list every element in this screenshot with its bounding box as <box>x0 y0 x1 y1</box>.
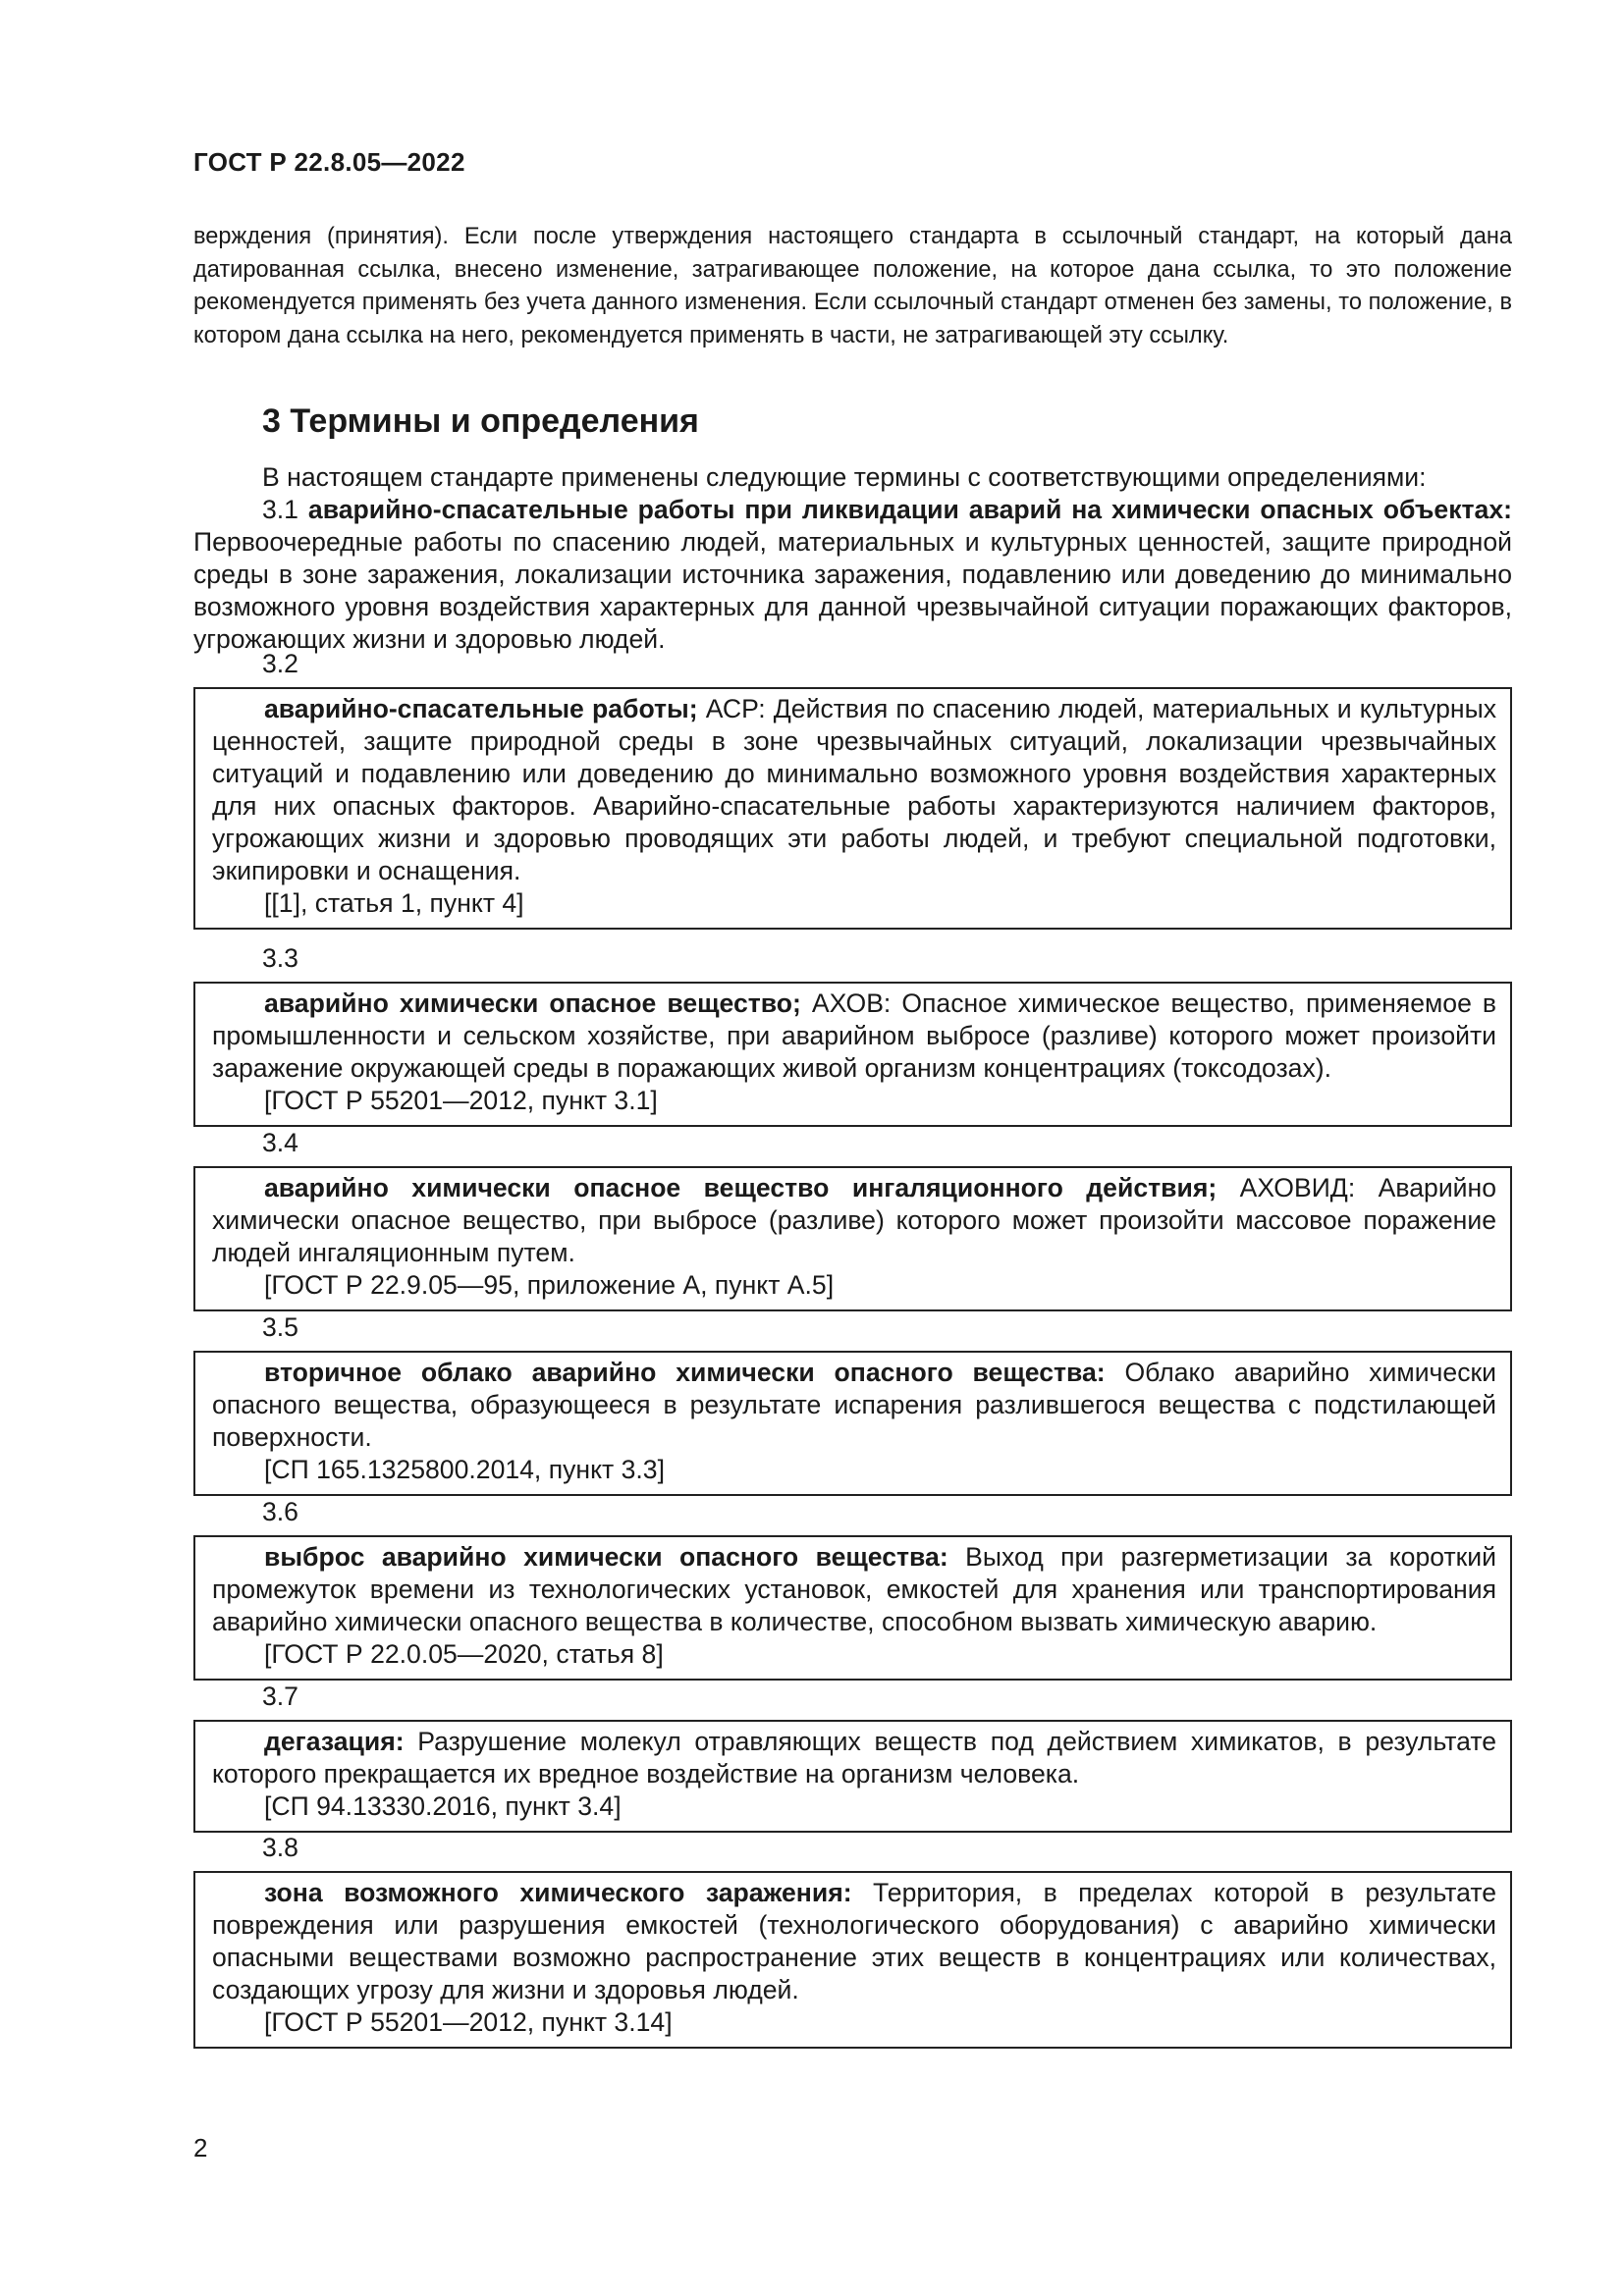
term-source: [ГОСТ Р 55201—2012, пункт 3.14] <box>264 2007 673 2037</box>
term-number: 3.3 <box>262 943 298 973</box>
term-definition <box>212 988 1496 1085</box>
term-source: [СП 165.1325800.2014, пункт 3.3] <box>264 1455 665 1484</box>
term-text: Облако аварийно химически опасного вещества, образующееся в результате испарения разлившегося вещества с подстилающей поверхности. <box>212 1358 1496 1452</box>
term-box <box>193 1535 1512 1681</box>
term-definition <box>212 1541 1496 1638</box>
term-block-3-5 <box>193 1311 1512 1496</box>
term-definition <box>212 1726 1496 1790</box>
lead-paragraph: верждения (принятия). Если после утверждения настоящего стандарта в ссылочный стандарт, на который дана датированная ссылка, внесено изменение, затрагивающее положение, на которое дана ссылка, то это положение рекомендуется применять без учета данного изменения. Если ссылочный стандарт отменен без замены, то положение, в котором дана ссылка на него, рекомендуется применять в части, не затрагивающей эту ссылку. <box>193 224 1512 348</box>
term-number: 3.2 <box>262 649 298 678</box>
term-source: [ГОСТ Р 22.9.05—95, приложение А, пункт А.5] <box>264 1270 835 1300</box>
term-block-3-7 <box>193 1681 1512 1833</box>
term-block-3-6 <box>193 1496 1512 1681</box>
term-number: 3.6 <box>262 1497 298 1526</box>
term-name: дегазация: <box>264 1727 405 1756</box>
term-text: АХОВИД: Аварийно химически опасное вещество, при выбросе (разливе) которого может произойти массовое поражение людей ингаляционным путем. <box>212 1173 1497 1267</box>
term-block-3-4 <box>193 1127 1512 1311</box>
term-number: 3.4 <box>262 1128 298 1157</box>
term-text: Территория, в пределах которой в результате повреждения или разрушения емкостей (технологического оборудования) с аварийно химически опасными веществами возможно распространение этих веществ в концентрациях или количествах, создающих угрозу для жизни и здоровья людей. <box>212 1878 1496 2004</box>
term-number: 3.5 <box>262 1312 298 1342</box>
term-3-1-definition: Первоочередные работы по спасению людей, материальных и культурных ценностей, защите природной среды в зоне заражения, локализации источника заражения, подавлению или доведению до минимально возможного уровня воздействия характерных для данной чрезвычайной ситуации поражающих факторов, угрожающих жизни и здоровью людей. <box>193 527 1512 654</box>
term-name: аварийно химически опасное вещество; <box>264 988 801 1018</box>
term-text: АСР: Действия по спасению людей, материальных и культурных ценностей, защите природной среды в зоне чрезвычайных ситуаций, локализации чрезвычайных ситуаций и подавлению или доведению до минимально возможного уровня воздействия характерных для них опасных факторов. Аварийно-спасательные работы характеризуются наличием факторов, угрожающих жизни и здоровью проводящих эти работы людей, и требуют специальной подготовки, экипировки и оснащения. <box>212 694 1497 885</box>
term-name: аварийно-спасательные работы; <box>264 694 698 723</box>
term-block-3-2 <box>193 648 1512 930</box>
term-box <box>193 1871 1512 2049</box>
term-name: вторичное облако аварийно химически опасного вещества: <box>264 1358 1106 1387</box>
term-block-3-8 <box>193 1832 1512 2049</box>
term-box <box>193 1351 1512 1496</box>
section-title: 3 Термины и определения <box>262 402 699 440</box>
document-code: ГОСТ Р 22.8.05—2022 <box>193 147 465 177</box>
term-3-1-num: 3.1 <box>262 495 298 524</box>
intro-sentence: В настоящем стандарте применены следующие термины с соответствующими определениями: <box>262 462 1427 492</box>
term-number: 3.8 <box>262 1833 298 1862</box>
term-text: АХОВ: Опасное химическое вещество, применяемое в промышленности и сельском хозяйстве, при аварийном выбросе (разливе) которого может произойти заражение окружающей среды в поражающих живой организм концентрациях (токсодозах). <box>212 988 1497 1083</box>
term-box <box>193 687 1512 930</box>
term-box <box>193 982 1512 1127</box>
term-box <box>193 1720 1512 1833</box>
term-name: выброс аварийно химически опасного вещества: <box>264 1542 948 1572</box>
term-number: 3.7 <box>262 1682 298 1711</box>
term-definition <box>212 1172 1496 1269</box>
term-definition <box>212 693 1496 887</box>
term-box <box>193 1166 1512 1311</box>
term-source: [[1], статья 1, пункт 4] <box>264 888 524 918</box>
term-3-1 <box>193 494 1512 656</box>
term-definition <box>212 1877 1496 2006</box>
term-text: Выход при разгерметизации за короткий промежуток времени из технологических установок, емкостей для хранения или транспортирования аварийно химически опасного вещества в количестве, способном вызвать химическую аварию. <box>212 1542 1496 1636</box>
term-definition <box>212 1357 1496 1454</box>
term-name: зона возможного химического заражения: <box>264 1878 852 1907</box>
term-source: [ГОСТ Р 55201—2012, пункт 3.1] <box>264 1086 658 1115</box>
term-text: Разрушение молекул отравляющих веществ под действием химикатов, в результате которого прекращается их вредное воздействие на организм человека. <box>212 1727 1496 1789</box>
term-source: [СП 94.13330.2016, пункт 3.4] <box>264 1791 622 1821</box>
section-intro <box>193 461 1512 656</box>
term-block-3-3 <box>193 942 1512 1127</box>
term-name: аварийно химически опасное вещество ингаляционного действия; <box>264 1173 1218 1202</box>
term-3-1-term: аварийно-спасательные работы при ликвидации аварий на химически опасных объектах: <box>307 495 1512 524</box>
term-source: [ГОСТ Р 22.0.05—2020, статья 8] <box>264 1639 664 1669</box>
page-number: 2 <box>193 2133 208 2163</box>
